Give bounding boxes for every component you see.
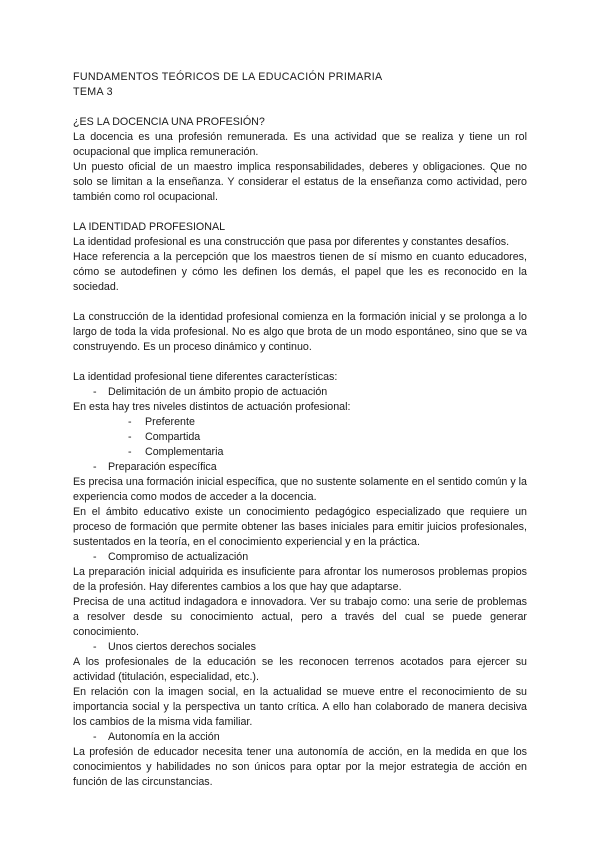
bullet-marker: - xyxy=(93,641,97,653)
bullet-label: Compromiso de actualización xyxy=(108,551,249,563)
paragraph: A los profesionales de la educación se les reconocen terrenos acotados para ejercer su actividad (titulación, especialidad, etc.). xyxy=(73,656,527,683)
bullet-item-ambito xyxy=(73,385,527,400)
paragraph: Es precisa una formación inicial específica, que no sustente solamente en el sentido común y la experiencia como modos de acceder a la docencia. xyxy=(73,476,527,503)
paragraph: En esta hay tres niveles distintos de actuación profesional: xyxy=(73,401,351,413)
bullet-label: Unos ciertos derechos sociales xyxy=(108,641,256,653)
bullet-marker: - xyxy=(93,551,97,563)
paragraph: En relación con la imagen social, en la actualidad se mueve entre el reconocimiento de su importancia social y la perspectiva un tanto crítica. A ello han colaborado de manera decisiva los cambios de la misma vida familiar. xyxy=(73,686,527,728)
bullet-item-derechos xyxy=(73,640,527,655)
sub-bullet-item xyxy=(73,430,527,445)
bullet-marker: - xyxy=(128,431,132,443)
bullet-marker: - xyxy=(93,461,97,473)
sub-bullet-item xyxy=(73,415,527,430)
document-subtitle: TEMA 3 xyxy=(73,86,113,98)
spacer xyxy=(73,100,527,115)
bullet-marker: - xyxy=(128,446,132,458)
bullet-marker: - xyxy=(93,386,97,398)
sub-bullet-label: Preferente xyxy=(145,416,195,428)
paragraph: La docencia es una profesión remunerada. Es una actividad que se realiza y tiene un rol ocupacional que implica remuneración. xyxy=(73,131,527,158)
paragraph: En el ámbito educativo existe un conocimiento pedagógico especializado que requiere un proceso de formación que permite obtener las bases iniciales para emitir juicios profesionales, sustentados en la teoría, en el conocimiento experiencial y en la práctica. xyxy=(73,506,527,548)
bullet-marker: - xyxy=(128,416,132,428)
paragraph: La identidad profesional tiene diferentes características: xyxy=(73,371,338,383)
paragraph: La profesión de educador necesita tener una autonomía de acción, en la medida en que los conocimientos y habilidades no son únicos para optar por la mejor estrategia de acción en función de las circunstancias. xyxy=(73,746,527,788)
spacer xyxy=(73,295,527,310)
bullet-label: Autonomía en la acción xyxy=(108,731,220,743)
document-page xyxy=(73,70,527,790)
document-title: FUNDAMENTOS TEÓRICOS DE LA EDUCACIÓN PRIMARIA xyxy=(73,71,383,83)
sub-bullet-label: Compartida xyxy=(145,431,201,443)
paragraph: La preparación inicial adquirida es insuficiente para afrontar los numerosos problemas propios de la profesión. Hay diferentes cambios a los que hay que adaptarse. xyxy=(73,566,527,593)
bullet-marker: - xyxy=(93,731,97,743)
spacer xyxy=(73,205,527,220)
paragraph: Hace referencia a la percepción que los maestros tienen de sí mismo en cuanto educadores, cómo se autodefinen y cómo les definen los demás, el papel que les es reconocido en la sociedad. xyxy=(73,251,527,293)
bullet-label: Delimitación de un ámbito propio de actuación xyxy=(108,386,328,398)
sub-bullet-label: Complementaria xyxy=(145,446,224,458)
bullet-item-preparacion xyxy=(73,460,527,475)
sub-bullet-item xyxy=(73,445,527,460)
paragraph: La construcción de la identidad profesional comienza en la formación inicial y se prolonga a lo largo de toda la vida profesional. No es algo que brota de un modo espontáneo, sino que se va construyendo. Es un proceso dinámico y continuo. xyxy=(73,311,527,353)
section-heading-docencia: ¿ES LA DOCENCIA UNA PROFESIÓN? xyxy=(73,116,265,128)
bullet-item-autonomia xyxy=(73,730,527,745)
paragraph: La identidad profesional es una construcción que pasa por diferentes y constantes desafíos. xyxy=(73,236,510,248)
section-heading-identidad: LA IDENTIDAD PROFESIONAL xyxy=(73,221,226,233)
paragraph: Un puesto oficial de un maestro implica responsabilidades, deberes y obligaciones. Que no solo se limitan a la enseñanza. Y considerar el estatus de la enseñanza como actividad, pero también como rol ocupacional. xyxy=(73,161,527,203)
paragraph: Precisa de una actitud indagadora e innovadora. Ver su trabajo como: una serie de problemas a resolver desde su conocimiento actual, pero a través del cual se puede generar conocimiento. xyxy=(73,596,527,638)
spacer xyxy=(73,355,527,370)
bullet-label: Preparación específica xyxy=(108,461,217,473)
bullet-item-compromiso xyxy=(73,550,527,565)
